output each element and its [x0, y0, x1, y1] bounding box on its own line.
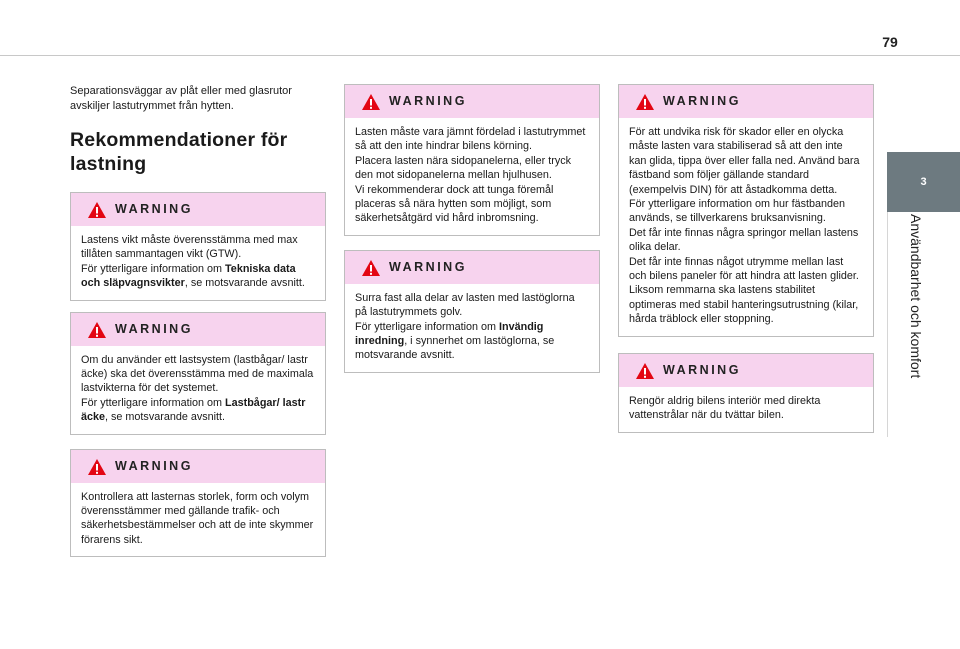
warning-triangle-icon: [87, 201, 107, 219]
warning-label: WARNING: [115, 202, 193, 216]
warning-triangle-icon: [361, 259, 381, 277]
warning-box: [70, 312, 326, 435]
warning-triangle-icon: [87, 321, 107, 339]
column-2: [344, 84, 600, 373]
warning-label: WARNING: [389, 259, 467, 274]
warning-text: Placera lasten nära sidopanelerna, eller tryck den mot sidopanelerna mellan hjulhusen.: [355, 154, 572, 182]
warning-box: [344, 84, 600, 236]
warning-body: [71, 483, 325, 557]
warning-body: [619, 118, 873, 336]
header-rule: [0, 55, 960, 56]
intro-text: Separationsväggar av plåt eller med glasrutor avskiljer lastutrymmet från hytten.: [70, 85, 292, 112]
warning-text: Rengör aldrig bilens interiör med direkta vattenstrålar när du tvättar bilen.: [629, 394, 821, 422]
warning-text: Det får inte finnas något utrymme mellan last och bilens paneler för att hindra att lasten glider.: [629, 255, 859, 283]
warning-label: WARNING: [389, 94, 467, 108]
warning-text: Lastens vikt måste överensstämma med max tillåten sammantagen vikt (GTW).: [81, 234, 298, 261]
warning-text: Kontrollera att lasternas storlek, form och volym överensstämmer med gällande trafik- och säkerhetsbestämmelser och att de inte skymmer förarens sikt.: [81, 490, 314, 546]
column-3: [618, 84, 874, 433]
warning-text: Surra fast alla delar av lasten med lastöglorna på lastutrymmets golv.: [355, 291, 575, 319]
warning-label: WARNING: [115, 321, 193, 336]
warning-box: [70, 449, 326, 558]
warning-header: [71, 193, 325, 226]
warning-text: För ytterligare information om Lastbågar/ lastr​äcke, se motsvarande avsnitt.: [81, 396, 306, 424]
warning-body: [345, 118, 599, 235]
warning-header: [71, 450, 325, 483]
chapter-tab-number: 3: [920, 176, 927, 188]
warning-triangle-icon: [635, 93, 655, 111]
warning-label: WARNING: [115, 458, 193, 473]
warning-text: Lasten måste vara jämnt fördelad i lastutrymmet så att den inte hindrar bilens körning.: [355, 126, 586, 153]
warning-label: WARNING: [663, 94, 741, 108]
warning-body: [619, 387, 873, 432]
chapter-title: Användbarhet och komfort: [908, 214, 924, 379]
section-title: Rekommendationer för lastning: [70, 129, 288, 175]
warning-text: För att undvika risk för skador eller en olycka måste lasten vara stabiliserad så att den inte kan glida, tippa över eller falla ned. Använd bara fästband som följer gällande standard (exempelvis DIN) för att åstadkomma detta.: [629, 126, 860, 196]
warning-text: För ytterligare information om Invändig inredning, i synnerhet om lastöglorna, se motsvarande avsnitt.: [355, 320, 555, 362]
warning-triangle-icon: [635, 362, 655, 380]
warning-header: [345, 251, 599, 284]
warning-text: För ytterligare information om Tekniska data och släpvagnsvikter, se motsvarande avsnitt.: [81, 262, 305, 290]
warning-triangle-icon: [361, 93, 381, 111]
warning-header: [619, 85, 873, 118]
warning-header: [71, 313, 325, 346]
warning-triangle-icon: [87, 458, 107, 476]
warning-body: [71, 346, 325, 434]
warning-box: [344, 250, 600, 373]
warning-text: Liksom remmarna ska lastens stabilitet optimeras med stabil hanteringsutrustning (kilar, hårda träblock eller stoppning.: [629, 284, 859, 326]
warning-header: [619, 354, 873, 387]
warning-header: [345, 85, 599, 118]
warning-text: För ytterligare information om hur fästbanden används, se tillverkarens bruksanvisning.: [629, 198, 846, 225]
warning-text: Det får inte finnas några springor mellan lastens olika delar.: [629, 226, 859, 254]
warning-body: [71, 226, 325, 300]
page-number: 79: [882, 34, 898, 50]
warning-text: Om du använder ett lastsystem (lastbågar/ lastr​äcke) ska det överensstämma med de maximala lastvikterna för det systemet.: [81, 353, 314, 395]
warning-label: WARNING: [663, 362, 741, 377]
warning-body: [345, 284, 599, 372]
warning-box: [618, 353, 874, 433]
column-1: [70, 80, 326, 557]
warning-box: [70, 192, 326, 301]
warning-text: Vi rekommenderar dock att tunga föremål placeras så nära hytten som möjligt, som säkerhetsåtgärd vid hård inbromsning.: [355, 183, 554, 225]
warning-box: [618, 84, 874, 337]
